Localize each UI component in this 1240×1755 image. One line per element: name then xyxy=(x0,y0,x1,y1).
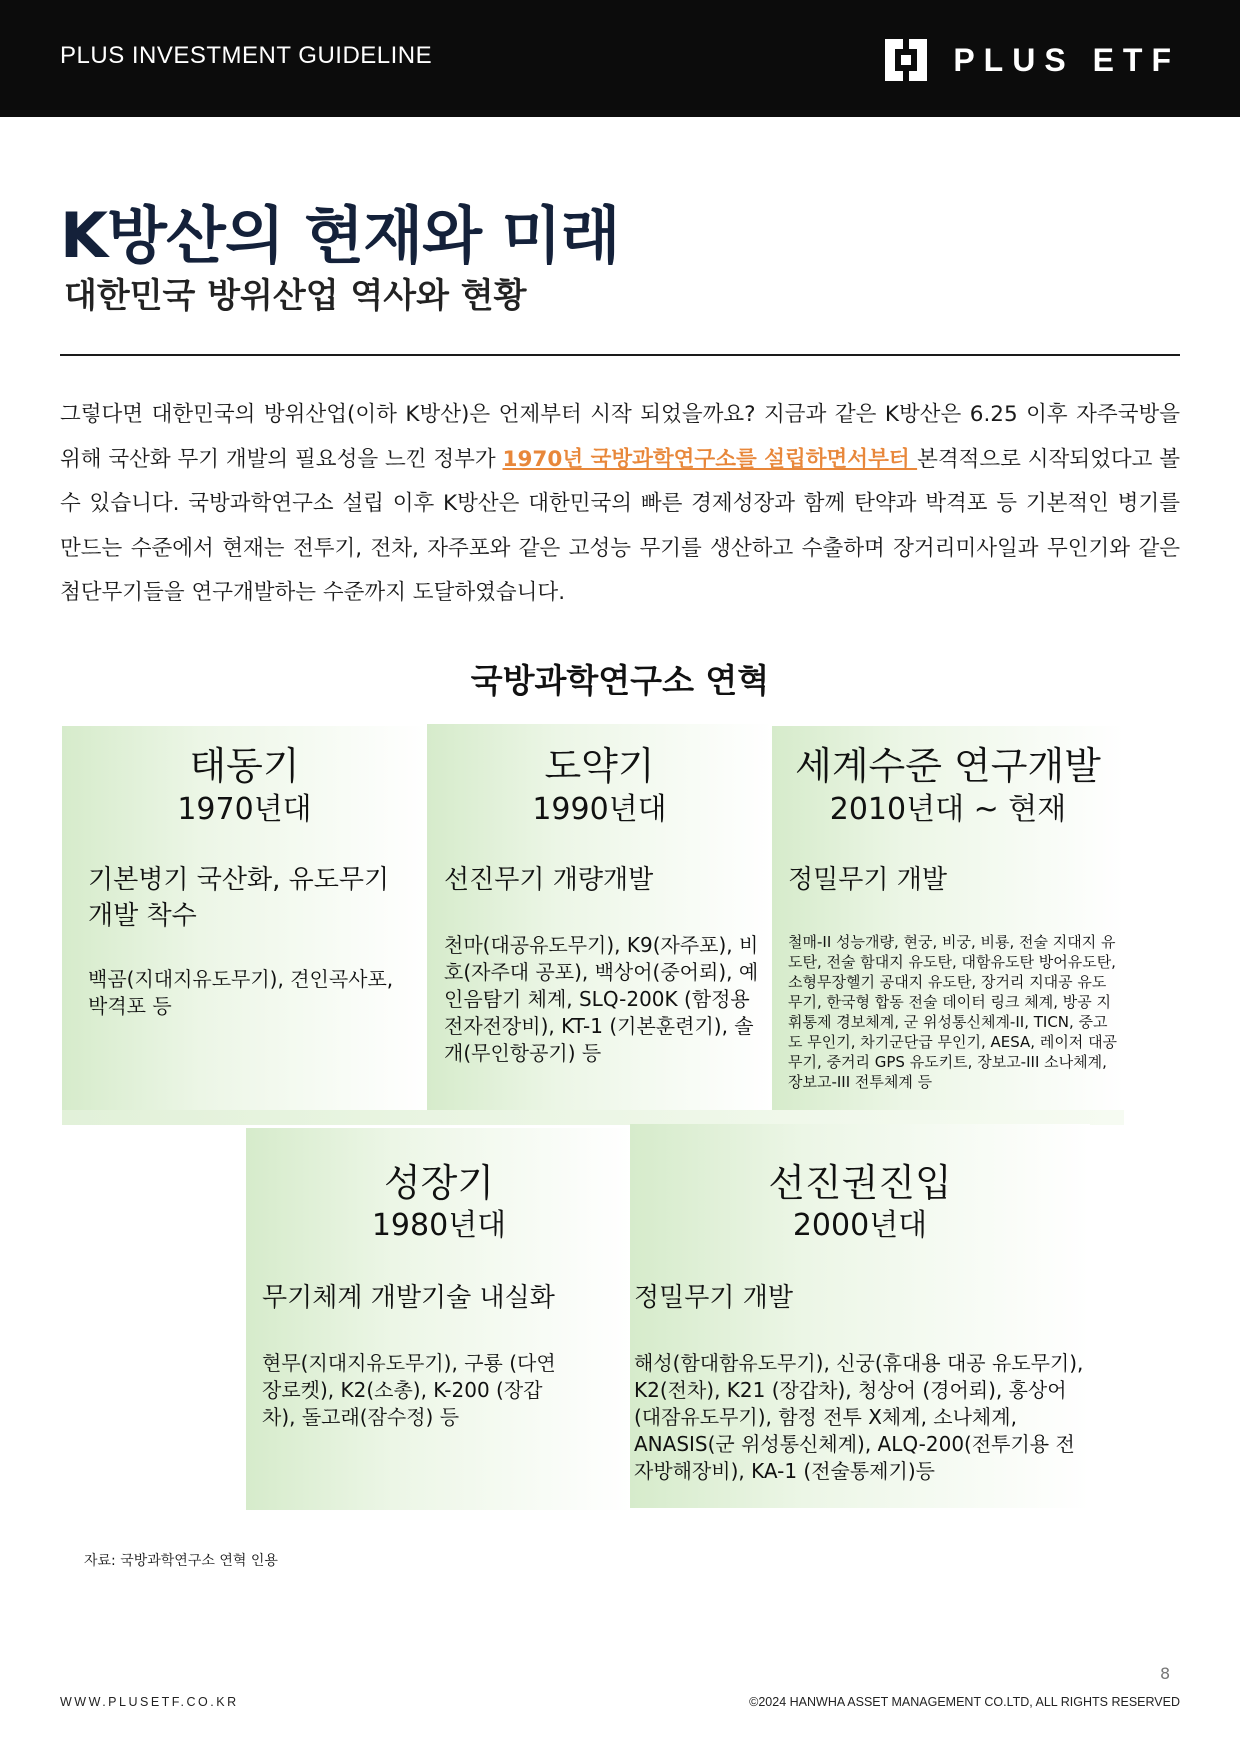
timeline-card-1980s xyxy=(246,1128,632,1510)
card-body: 현무(지대지유도무기), 구룡 (다연장로켓), K2(소총), K-200 (장갑차), 돌고래(잠수정) 등 xyxy=(262,1351,556,1429)
timeline-title: 국방과학연구소 연혁 xyxy=(470,661,770,700)
card-headline: 무기체계 개발기술 내실화 xyxy=(262,1283,555,1313)
card-title: 선진권진입 xyxy=(768,1161,952,1205)
intro-paragraph xyxy=(60,393,1180,616)
logo xyxy=(885,38,1180,82)
timeline-card-1970s xyxy=(62,726,427,1110)
source-note: 자료: 국방과학연구소 연혁 인용 xyxy=(84,1553,278,1569)
logo-text: PLUS ETF xyxy=(953,41,1180,78)
card-period: 1990년대 xyxy=(532,792,667,827)
card-period: 1980년대 xyxy=(371,1208,507,1243)
divider xyxy=(60,354,1180,356)
card-title: 세계수준 연구개발 xyxy=(795,744,1101,788)
footer-website: WWW.PLUSETF.CO.KR xyxy=(60,1695,239,1709)
card-body: 철매-II 성능개량, 현궁, 비궁, 비룡, 전술 지대지 유도탄, 전술 함대지 유도탄, 대함유도탄 방어유도탄, 소형무장헬기 공대지 유도탄, 장거리 지대공 유도무기, 한국형 합동 전술 데이터 링크 체계, 방공 지휘통제 경보체계, 군 위성통신체계-II, TICN, 중고도 무인기, 차기군단급 무인기, AESA, 레이저 대공무기, 중거리 GPS 유도키트, 장보고-III 소나체계, 장보고-III 전투체계 등 xyxy=(788,933,1118,1091)
card-period: 1970년대 xyxy=(177,792,312,827)
page-title: K방산의 현재와 미래 xyxy=(60,199,620,272)
intro-highlight: 1970년 국방과학연구소를 설립하면서부터 xyxy=(502,446,918,472)
card-title: 도약기 xyxy=(544,744,655,788)
card-headline: 선진무기 개량개발 xyxy=(444,865,654,895)
card-headline: 정밀무기 개발 xyxy=(634,1283,793,1313)
page-subtitle: 대한민국 방위산업 역사와 현황 xyxy=(64,276,527,316)
card-headline: 정밀무기 개발 xyxy=(788,865,947,895)
intro-text-before: 그렇다면 대한민국의 방위산업(이하 K방산)은 언제부터 시작 되었을까요? 지금과 같은 K방산은 6.25 이후 자주국방을 위해 국산화 무기 개발의 필요성을 느낀 정부가 xyxy=(60,402,1180,472)
card-title: 성장기 xyxy=(383,1161,495,1205)
card-body: 천마(대공유도무기), K9(자주포), 비호(자주대 공포), 백상어(중어뢰), 예인음탐기 체계, SLQ-200K (함정용 전자전장비), KT-1 (기본훈련기), 솔개(무인항공기) 등 xyxy=(444,933,759,1065)
card-body: 해성(함대함유도무기), 신궁(휴대용 대공 유도무기), K2(전차), K21 (장갑차), 청상어 (경어뢰), 홍상어 (대잠유도무기), 함정 전투 X체계, 소나체계, ANASIS(군 위성통신체계), ALQ-200(전투기용 전자방해장비), KA-1 (전술통제기)등 xyxy=(634,1351,1084,1483)
header-title: PLUS INVESTMENT GUIDELINE xyxy=(60,42,433,69)
timeline-card-2000s xyxy=(630,1124,1090,1508)
footer-copyright: ©2024 HANWHA ASSET MANAGEMENT CO.LTD, ALL RIGHTS RESERVED xyxy=(749,1695,1180,1709)
intro-text-after: 본격적으로 시작되었다고 볼 수 있습니다. 국방과학연구소 설립 이후 K방산은 대한민국의 빠른 경제성장과 함께 탄약과 박격포 등 기본적인 병기를 만드는 수준에서 현재는 전투기, 전차, 자주포와 같은 고성능 무기를 생산하고 수출하며 장거리미사일과 무인기와 같은 첨단무기들을 연구개발하는 수준까지 도달하였습니다. xyxy=(60,446,1180,605)
card-period: 2000년대 xyxy=(792,1208,928,1243)
timeline-card-1990s xyxy=(427,724,772,1110)
page-header xyxy=(0,0,1240,117)
page-number: 8 xyxy=(1160,1664,1171,1683)
card-title: 태동기 xyxy=(189,744,300,788)
card-period: 2010년대 ~ 현재 xyxy=(829,792,1067,827)
timeline-card-2010s xyxy=(772,726,1124,1110)
plus-etf-logo-icon xyxy=(885,39,927,81)
card-body: 백곰(지대지유도무기), 견인곡사포, 박격포 등 xyxy=(88,967,394,1018)
card-headline: 기본병기 국산화, 유도무기 개발 착수 xyxy=(88,865,390,931)
